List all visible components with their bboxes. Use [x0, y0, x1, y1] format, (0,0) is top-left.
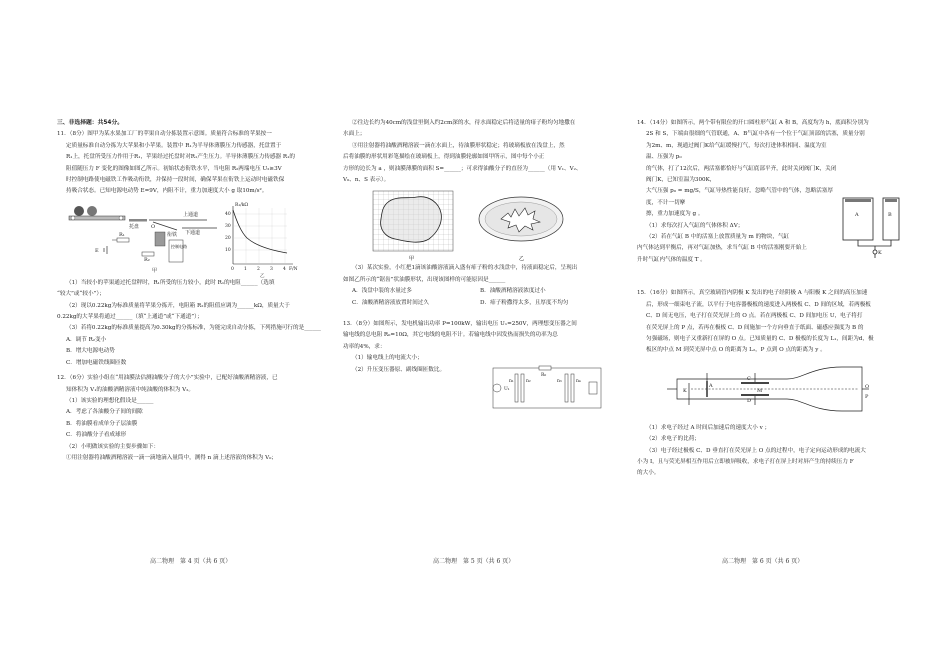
q11-option: C．增加电磁铁线圈匝数 [66, 359, 127, 366]
tray-label: 托盘 [129, 223, 140, 230]
q14-line: 大气压强 p₀ = mg/S，气缸导热性能良好，忽略气管中的气体，忽略活塞厚度，不计一切摩 [646, 188, 834, 206]
q13-line: （2）升压变压器原、副线圈匝数比。 [352, 366, 446, 373]
q15-subquestions [637, 423, 907, 480]
q13-line: 功率的4%，求： [343, 343, 386, 350]
page-6-column [637, 118, 907, 480]
q12-option: A．考虑了各油酸分子间的间隙 [66, 409, 143, 416]
d-label: D [747, 397, 752, 404]
xtick: 0 [231, 266, 234, 272]
n2-label: n₂ [526, 379, 531, 385]
jagged-oil-film-dish [479, 197, 563, 262]
q12-line: （2）小明做该实验的主要步骤如下： [66, 443, 160, 450]
q12-line: （1）该实验的理想化假设是______ [66, 397, 154, 404]
page-footer: 高二物理 第 5 页（共 6 页） [433, 558, 515, 565]
section-heading: 三、非选择题：共54分。 [57, 120, 124, 126]
q12-line: 后将油膜的形状用彩笔描绘在玻璃板上，得到油膜轮廓如图甲所示，图中每个小正 [343, 154, 545, 161]
q15-stem [637, 288, 907, 356]
q15-sub: （2）求电子的比荷； [646, 436, 700, 443]
q12-line: 如图乙所示的“锯齿”状油膜形状，出现该图样的可能原因是______ [343, 276, 506, 283]
o-label: O [865, 383, 870, 390]
cylinder-b [883, 198, 899, 240]
p-label: P [865, 393, 869, 400]
q14-stem [637, 118, 869, 266]
cylinder-a [843, 198, 873, 240]
cylinder-diagram [837, 190, 909, 266]
q15-sub: 小为 I，且与荧光屏相互作用后立即被屏吸收，求电子打在屏上时对屏产生的持续压力 F [637, 458, 854, 465]
q12-line: 水面上； [343, 131, 366, 138]
q15-line: C、D 间无电压，电子打在荧光屏上的 O 点。若在两极板 C、D 间加电压 U，电子将打 [646, 313, 863, 320]
q13-line: 13．（8分）如图所示，发电机输出功率 P=100kW，输出电压 U₁=250V，两理想变压器之间 [343, 321, 577, 328]
r1-label: R₁ [119, 231, 125, 238]
q14-line: （2）若在气缸 B 中的活塞上放置质量为 m 的物块，气缸 [646, 234, 790, 241]
graph-ylabel: R₁/kΩ [235, 202, 249, 208]
oil-film-grid [373, 191, 453, 262]
armature-label: 衔铁 [167, 231, 178, 238]
q12-line: 12．（6分）实验小组在“用油膜法估测油酸分子的大小”实验中，已配好油酸酒精溶液，已 [57, 375, 278, 382]
graph-xlabel: F/N [289, 266, 298, 272]
q14-line: 14．（14分）如图所示，两个带有限位的开口圆柱形气缸 A 和 B，高度均为 h，底面积分别为 [637, 120, 869, 126]
r2-label: R₂ [144, 256, 150, 263]
q15-line: 匀强磁场，则电子又重新打在屏的 O 点。已知质量的 C、D 极板的长度为 L₁，间距为d，极 [646, 335, 874, 342]
q12-line: （3）某次实验，小红把1滴该油酸溶液滴入盛有痱子粉的水浅盘中，待液面稳定后，呈现出 [352, 265, 578, 272]
ytick: 30 [225, 223, 231, 229]
figure-yi-caption: 乙 [260, 273, 265, 278]
n4-label: n₄ [576, 379, 581, 385]
lower-channel-label: 下通道 [185, 229, 201, 236]
page-4-column [57, 118, 327, 464]
figure-yi-caption: 乙 [519, 256, 525, 263]
xtick: 2 [257, 266, 260, 272]
q12-option: D．痱子粉撒得太多，且厚度不均匀 [480, 299, 569, 306]
q11-sub: （1）当较小的苹果通过托盘秤时，R₁所受的压力较小，此时 R₁的电阻______（选填 [66, 279, 275, 286]
q11-figures [57, 200, 327, 278]
q15-line: 在荧光屏上的 P 点，若再在极板 C、D 间施加一个方向垂直于纸面、磁感应强度为 B 的 [646, 324, 864, 331]
q11-subquestions [57, 278, 327, 369]
q11-option: B．增大电源电动势 [66, 348, 115, 355]
cathode-ray-tube-diagram [637, 361, 907, 423]
plate-c [741, 382, 769, 384]
figure-jia-caption: 甲 [152, 267, 158, 274]
q14-line: 擦，重力加速度为 g 。 [646, 211, 704, 218]
apple-icon [87, 206, 97, 216]
control-circuit-label: 控制电路 [171, 243, 187, 249]
n1-label: n₁ [509, 379, 514, 385]
q14-line: 2S 和 S，下端由很细的气管联通，A、B气缸中各有一个位于气缸顶部的活塞，质量分别 [646, 131, 865, 138]
q14-line: 为2m、m，现通过阀门K给气缸缓慢打气，每次打进体积相同、温度为室温、压强为 p₀ [646, 142, 827, 161]
ytick: 20 [225, 235, 231, 241]
q11-sub: （3）若将0.22kg的标准质量提高为0.30kg的分拣标准，为能完成自动分拣，下列措施可行的是______ [66, 325, 321, 332]
conveyor-belt [69, 216, 125, 220]
q14-line: 内气体达到平衡后，再对气缸加热，求当气缸 B 中的活塞刚要开始上 [637, 245, 807, 252]
generator-icon [493, 384, 501, 392]
q15-line: 15．（16分）如图所示，真空玻璃管内阴极 K 发出的电子经阴极 A 与阳极 K 之间的高压加速 [637, 290, 868, 297]
q11-line: R₁上，托盘所受压力作用于R₁，苹果经过托盘时对R₁产生压力。半导体薄膜压力传感器 R₁的 [66, 154, 295, 161]
q12-line: 方形的边长为 a ，则油膜薄膜的面积 S=______；可求得油酸分子的直径为______（用 V₁、V₂、 [343, 165, 582, 172]
resistance-force-graph [225, 202, 298, 278]
plate-d [741, 394, 769, 396]
q12-part3 [343, 263, 608, 309]
tray [129, 219, 147, 222]
q12-line: ③用注射器将油酸酒精溶液一滴在水面上，待油膜形状稳定；将玻璃板放在浅盘上，然 [352, 142, 565, 149]
q11-line: 持吸合状态。已知电源电动势 E=9V，内阻不计，重力加速度大小 g 取10m/s²。 [66, 188, 268, 195]
apple-sorter-diagram [69, 206, 217, 274]
q14-line: （1）求每次打入气缸的气体体积 ΔV； [646, 222, 744, 229]
q11-sub: “较大”或“较小”）； [57, 291, 105, 298]
q13-line: 输电线的总电阻 R₀=10Ω，其它电线的电阻不计。若输电线中因发热而损失的功率为总 [343, 332, 558, 339]
c-label: C [747, 375, 751, 382]
page-footer: 高二物理 第 6 页（共 6 页） [722, 558, 804, 565]
k-label: K [683, 387, 687, 394]
q12-line: V₀、n、S 表示）。 [343, 177, 390, 184]
xtick: 4 [283, 266, 286, 272]
q12-option: A．浅盘中装的水量过多 [352, 288, 412, 295]
cylinder-b-label: B [888, 212, 892, 218]
ytick: 10 [225, 247, 231, 253]
valve-icon [873, 250, 877, 254]
m-label: M [757, 387, 763, 394]
q12-stem [57, 373, 327, 464]
q12-line: ②往边长约为40cm的浅盘里倒入约2cm深的水，待水面稳定后将适量的痱子粉均匀地撒在 [352, 120, 576, 126]
xtick: 1 [244, 266, 247, 272]
pivot-label: O [151, 223, 156, 230]
page-footer: 高二物理 第 4 页（共 6 页） [150, 558, 232, 565]
oil-film-figures [343, 189, 608, 263]
a-label: A [709, 382, 713, 389]
q11-line: 11．（8分）图甲为某水果加工厂的苹果自动分拣装置示意图。质量符合标准的苹果按一 [57, 131, 272, 138]
q11-stem [57, 129, 327, 197]
q12-line: ①用注射器将油酸酒精溶液一滴一滴地滴入量筒中，测得 n 滴上述溶液的体积为 V₀； [66, 454, 278, 461]
q11-line: 定质量标准自动分拣为大苹果和小苹果。装置中 R₁为半导体薄膜压力传感器，托盘置于 [66, 142, 282, 149]
q12-continued [343, 118, 608, 186]
q11-sub: 0.22kg的大苹果将通过______（填“上通道”或“下通道”）； [57, 314, 203, 321]
q14-line: 升时气缸内气体的温度 T 。 [637, 256, 706, 263]
upper-channel-label: 上通道 [183, 211, 199, 218]
q15-sub: （1）求电子经过 A 时间后加速后的速度大小 v ； [646, 424, 771, 431]
q12-option: B．油酸酒精溶液浓度过小 [480, 288, 546, 295]
q12-line: 知体积为 V₁的油酸酒精溶液中纯油酸的体积为 V₂。 [66, 386, 194, 393]
resistance-curve [233, 210, 287, 253]
emf-label: E [95, 247, 99, 254]
q11-line: 时控制电路使电磁铁工作吸动衔铁，并保持一段时间，确保苹果在衔铁上运动时电磁铁保 [66, 177, 285, 184]
oil-film-outline [381, 197, 442, 242]
q12-option: C．将油酸分子看成球形 [66, 432, 127, 439]
ytick: 40 [225, 211, 231, 217]
figure-jia-caption: 甲 [409, 256, 415, 263]
q12-option: B．将油膜看成单分子层油膜 [66, 420, 138, 427]
q15-sub: 的大小。 [637, 470, 660, 477]
cylinder-a-label: A [855, 212, 859, 218]
xtick: 3 [270, 266, 273, 272]
q13-line: （1）输电线上的电流大小； [352, 355, 423, 362]
q11-option: A．调节 R₂变小 [66, 336, 107, 343]
r0-label: R₀ [541, 373, 547, 379]
page-5-column [343, 118, 608, 414]
n3-label: n₃ [557, 379, 562, 385]
q12-option: C．油酸酒精溶液放置时间过久 [352, 299, 429, 306]
q15-sub: （3）电子经过极板 C、D 垂直打在荧光屏上 O 点的过程中，电子定向运动形成的电流大 [646, 447, 866, 454]
q11-line: 阻值随压力 F 变化的图像如图乙所示。初始状态衔铁水平，当电阻 R₂两端电压 U₂≥3V [66, 165, 282, 172]
q11-sub: （2）现以0.22kg为标准质量将苹果分拣开，电阻箱 R₂的阻值应调为______kΩ，质量大于 [66, 302, 290, 309]
u1-label: U₁ [504, 387, 510, 393]
q15-line: 板区的中点 M 到荧光屏中点 O 的距离为 L₂，P 点到 O 点的距离为 y 。 [646, 347, 826, 354]
apple-icon [74, 206, 84, 216]
q14-line: 的气体，打了12次后，两活塞都恰好与气缸底部平齐，此时关闭阀门K，关闭阀门K，已知室温为300K， [646, 165, 837, 184]
valve-label: K [878, 250, 882, 256]
q15-line: 后，形成一细束电子流，以平行于电容器极板的速度进入两极板 C、D 间的区域，若两极板 [646, 301, 871, 308]
electromagnet [155, 232, 165, 246]
